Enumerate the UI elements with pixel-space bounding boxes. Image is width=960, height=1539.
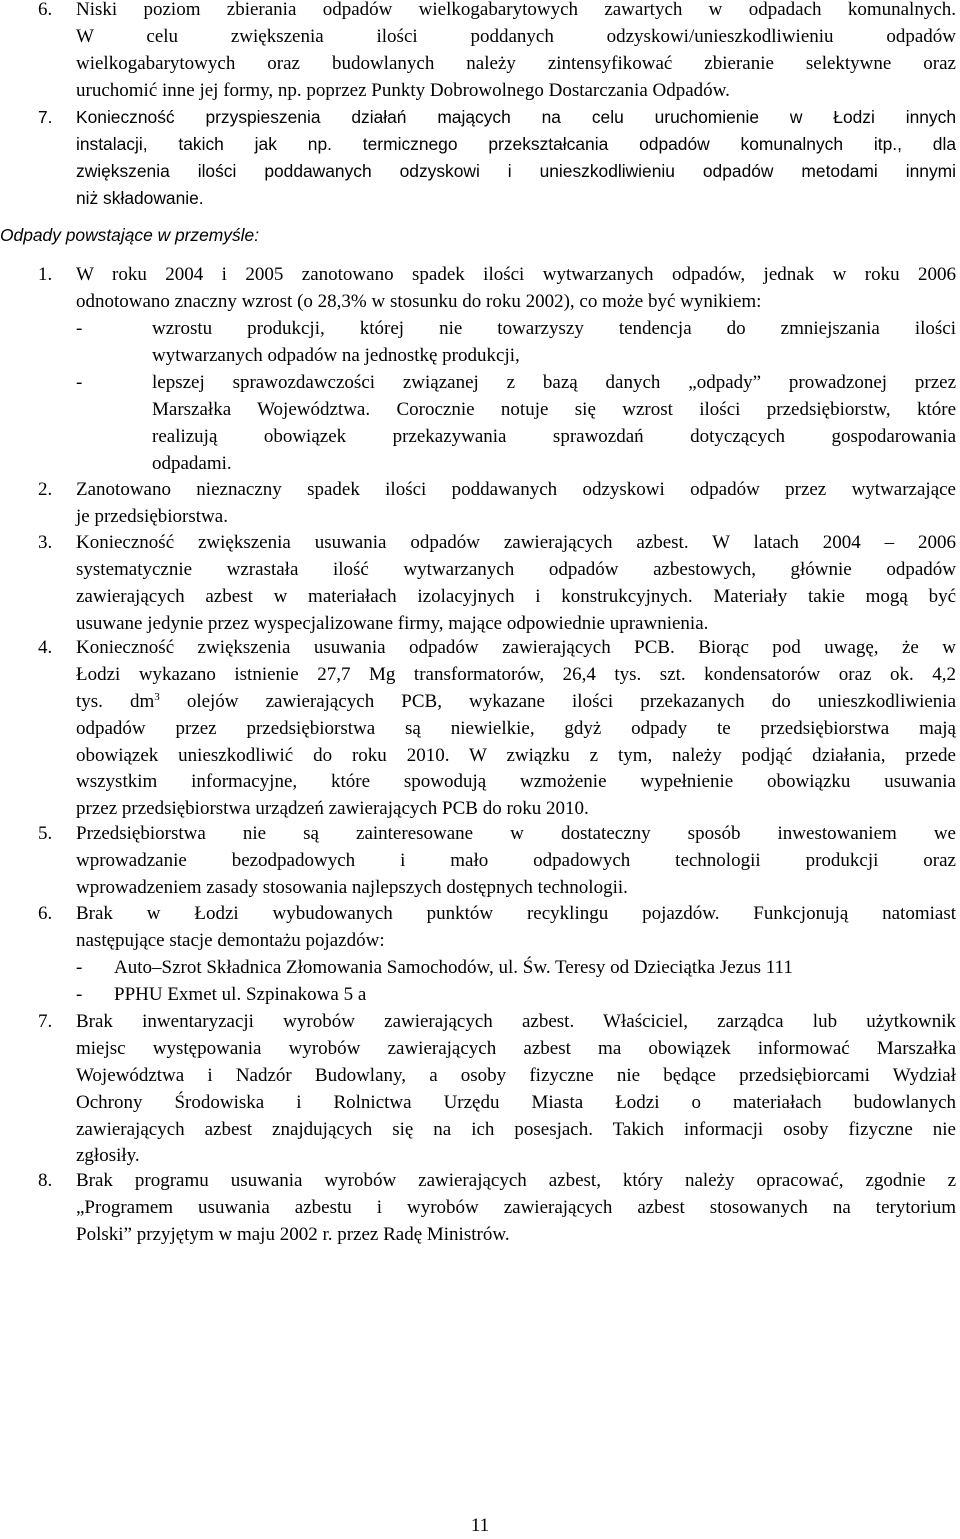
text-line: odpadami. (152, 452, 232, 474)
text-line: „Programem usuwania azbestu i wyrobów zawierających azbest stosowanych na terytorium (76, 1196, 956, 1218)
text-line: wzrostu produkcji, której nie towarzyszy tendencja do zmniejszania ilości (152, 318, 956, 339)
text-line: wprowadzanie bezodpadowych i mało odpadowych technologii produkcji oraz (76, 849, 956, 871)
dash-bullet: - (76, 984, 83, 1005)
text-line: wprowadzeniem zasady stosowania najlepszych dostępnych technologii. (76, 876, 628, 898)
text-line: Konieczność przyspieszenia działań mających na celu uruchomienie w Łodzi innych (76, 107, 956, 127)
text-fragment: olejów zawierających PCB, wykazane ilości przekazanych do unieszkodliwienia (159, 690, 957, 712)
text-line: zawierających azbest znajdujących się na ich posesjach. Takich informacji osoby fizyczne nie (76, 1118, 956, 1140)
text-line: miejsc występowania wyrobów zawierających azbest ma obowiązek informować Marszałka (76, 1037, 956, 1059)
text-line: W celu zwiększenia ilości poddanych odzyskowi/unieszkodliwieniu odpadów (76, 25, 956, 47)
text-line: Auto–Szrot Składnica Złomowania Samochodów, ul. Św. Teresy od Dzieciątka Jezus 111 (114, 957, 793, 978)
text-line: wielkogabarytowych oraz budowlanych należy zintensyfikować zbieranie selektywne oraz (76, 52, 956, 74)
list-number: 6. (38, 0, 53, 20)
text-line: Brak w Łodzi wybudowanych punktów recyklingu pojazdów. Funkcjonują natomiast (76, 903, 956, 924)
list-number: 5. (38, 823, 53, 844)
text-line: odpadów przez przedsiębiorstwa są niewielkie, gdyż odpady te przedsiębiorstwa mają (76, 717, 956, 739)
text-line: Łodzi wykazano istnienie 27,7 Mg transformatorów, 26,4 tys. szt. kondensatorów oraz ok. 4,2 (76, 663, 956, 685)
text-line: zawierających azbest w materiałach izolacyjnych i konstrukcyjnych. Materiały takie mogą być (76, 585, 956, 607)
list-number: 4. (38, 637, 53, 658)
text-line: je przedsiębiorstwa. (76, 505, 228, 527)
page-number: 11 (470, 1515, 490, 1536)
superscript: 3 (154, 690, 160, 703)
list-number: 8. (38, 1170, 53, 1191)
text-line: uruchomić inne jej formy, np. poprzez Punkty Dobrowolnego Dostarczania Odpadów. (76, 79, 730, 101)
text-line: systematycznie wzrastała ilość wytwarzanych odpadów azbestowych, głównie odpadów (76, 558, 956, 580)
text-line: Konieczność zwiększenia usuwania odpadów zawierających azbest. W latach 2004 – 2006 (76, 532, 956, 553)
list-number: 3. (38, 532, 53, 553)
text-line: Ochrony Środowiska i Rolnictwa Urzędu Miasta Łodzi o materiałach budowlanych (76, 1091, 956, 1113)
text-line: następujące stacje demontażu pojazdów: (76, 929, 385, 951)
text-line: Brak programu usuwania wyrobów zawierających azbest, który należy opracować, zgodnie z (76, 1170, 956, 1191)
list-number: 7. (38, 1011, 53, 1032)
text-line: W roku 2004 i 2005 zanotowano spadek ilości wytwarzanych odpadów, jednak w roku 2006 (76, 264, 956, 285)
text-line: Przedsiębiorstwa nie są zainteresowane w dostateczny sposób inwestowaniem we (76, 823, 956, 844)
list-number: 2. (38, 479, 53, 500)
dash-bullet: - (76, 318, 83, 339)
text-line: odnotowano znaczny wzrost (o 28,3% w stosunku do roku 2002), co może być wynikiem: (76, 290, 762, 312)
dash-bullet: - (76, 372, 83, 393)
section-heading: Odpady powstające w przemyśle: (0, 225, 260, 245)
text-line: Brak inwentaryzacji wyrobów zawierających azbest. Właściciel, zarządca lub użytkownik (76, 1011, 956, 1032)
text-line-with-superscript (76, 689, 956, 716)
text-line: Niski poziom zbierania odpadów wielkogabarytowych zawartych w odpadach komunalnych. (76, 0, 956, 20)
text-line: Województwa i Nadzór Budowlany, a osoby fizyczne nie będące przedsiębiorcami Wydział (76, 1064, 956, 1086)
text-line: obowiązek unieszkodliwić do roku 2010. W związku z tym, należy podjąć działania, przede (76, 744, 956, 766)
dash-bullet: - (76, 957, 83, 978)
list-number: 1. (38, 264, 53, 285)
list-number: 7. (38, 107, 53, 127)
text-line: Konieczność zwiększenia usuwania odpadów zawierających PCB. Biorąc pod uwagę, że w (76, 637, 956, 658)
text-line: wytwarzanych odpadów na jednostkę produkcji, (152, 344, 520, 366)
text-line: PPHU Exmet ul. Szpinakowa 5 a (114, 984, 367, 1005)
text-fragment: tys. dm (76, 690, 155, 712)
text-line: niż składowanie. (76, 187, 204, 208)
text-line: przez przedsiębiorstwa urządzeń zawierających PCB do roku 2010. (76, 798, 589, 820)
text-line: lepszej sprawozdawczości związanej z bazą danych „odpady” prowadzonej przez (152, 372, 956, 393)
text-line: instalacji, takich jak np. termicznego przekształcania odpadów komunalnych itp., dla (76, 133, 956, 154)
text-line: Polski” przyjętym w maju 2002 r. przez Radę Ministrów. (76, 1223, 510, 1245)
text-line: Marszałka Województwa. Corocznie notuje się wzrost ilości przedsiębiorstw, które (152, 398, 956, 420)
text-line: wszystkim informacyjne, które spowodują wzmożenie wypełnienie obowiązku usuwania (76, 771, 956, 793)
text-line: zgłosiły. (76, 1145, 140, 1167)
list-number: 6. (38, 903, 53, 924)
text-line: zwiększenia ilości poddawanych odzyskowi i unieszkodliwieniu odpadów metodami innymi (76, 160, 956, 181)
text-line: realizują obowiązek przekazywania sprawozdań dotyczących gospodarowania (152, 425, 956, 447)
text-line: usuwane jedynie przez wyspecjalizowane firmy, mające odpowiednie uprawnienia. (76, 612, 709, 634)
text-line: Zanotowano nieznaczny spadek ilości poddawanych odzyskowi odpadów przez wytwarzające (76, 479, 956, 500)
